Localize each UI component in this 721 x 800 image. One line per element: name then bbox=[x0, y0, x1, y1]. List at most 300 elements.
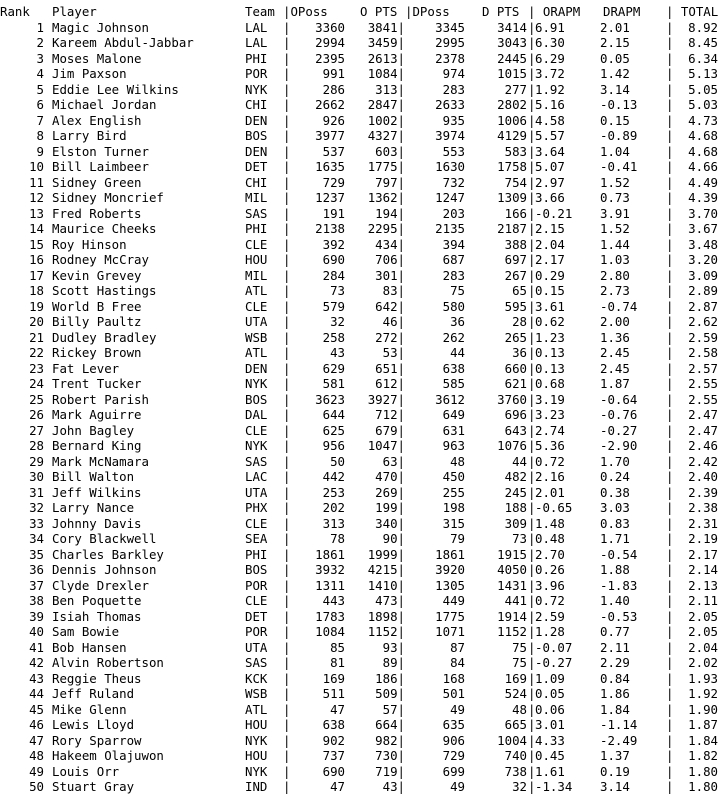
dposs-cell: 2995 bbox=[435, 35, 465, 50]
column-divider: | bbox=[666, 252, 674, 267]
player-cell: Louis Orr bbox=[52, 763, 120, 779]
dposs-cell: 638 bbox=[442, 360, 465, 376]
player-cell: Fred Roberts bbox=[52, 205, 142, 221]
dposs-cell: 631 bbox=[442, 422, 465, 438]
dpts-cell: 665 bbox=[504, 717, 527, 732]
header-drapm: DRAPM bbox=[603, 4, 641, 19]
drapm-cell: 1.03 bbox=[600, 252, 630, 267]
column-divider: | bbox=[283, 748, 291, 763]
opts-cell: 1002| bbox=[367, 112, 405, 128]
dposs-cell: 79 bbox=[450, 531, 465, 546]
rank-cell: 3 bbox=[36, 50, 44, 66]
team-cell: POR bbox=[245, 66, 268, 81]
dpts-cell: 660 bbox=[504, 360, 527, 376]
orapm-cell: 3.19 bbox=[535, 391, 565, 407]
drapm-cell: 1.40 bbox=[600, 593, 630, 608]
team-cell: PHX bbox=[245, 500, 268, 515]
column-divider: | bbox=[283, 298, 291, 314]
dpts-cell: 65 bbox=[512, 283, 527, 298]
dpts-cell: 1004 bbox=[497, 732, 527, 748]
dposs-cell: 87 bbox=[450, 639, 465, 655]
column-divider: | bbox=[283, 701, 291, 717]
column-divider: | bbox=[666, 701, 674, 717]
dpts-cell: 441 bbox=[504, 593, 527, 608]
drapm-cell: 1.84 bbox=[600, 701, 630, 717]
dpts-cell: 583 bbox=[504, 143, 527, 159]
orapm-cell: 5.16 bbox=[535, 97, 565, 112]
column-divider: | bbox=[528, 159, 536, 174]
oposs-cell: 81 bbox=[330, 655, 345, 670]
column-divider: | bbox=[666, 97, 674, 112]
orapm-cell: 0.72 bbox=[535, 593, 565, 608]
rank-cell: 50 bbox=[29, 779, 44, 794]
dpts-cell: 643 bbox=[504, 422, 527, 438]
dposs-cell: 553 bbox=[442, 143, 465, 159]
player-cell: Sam Bowie bbox=[52, 624, 120, 639]
total-cell: 4.73 bbox=[688, 112, 718, 128]
oposs-cell: 1311 bbox=[315, 577, 345, 593]
table-row bbox=[0, 686, 721, 702]
column-divider: | bbox=[666, 190, 674, 205]
table-row bbox=[0, 97, 721, 113]
orapm-cell: 3.96 bbox=[535, 577, 565, 593]
dposs-cell: 283 bbox=[442, 81, 465, 97]
dpts-cell: 740 bbox=[504, 748, 527, 763]
orapm-cell: 3.72 bbox=[535, 66, 565, 81]
column-divider: | bbox=[666, 546, 674, 562]
dposs-cell: 3974 bbox=[435, 128, 465, 143]
table-row bbox=[0, 221, 721, 237]
drapm-cell: 2.15 bbox=[600, 35, 630, 50]
column-divider: | bbox=[666, 763, 674, 779]
opts-cell: 679| bbox=[375, 422, 405, 438]
drapm-cell: -0.53 bbox=[600, 608, 638, 624]
column-divider: | bbox=[666, 298, 674, 314]
oposs-cell: 73 bbox=[330, 283, 345, 298]
oposs-cell: 78 bbox=[330, 531, 345, 546]
rank-cell: 45 bbox=[29, 701, 44, 717]
oposs-cell: 581 bbox=[322, 376, 345, 391]
player-cell: Eddie Lee Wilkins bbox=[52, 81, 179, 97]
drapm-cell: 0.84 bbox=[600, 670, 630, 686]
column-divider: | bbox=[283, 190, 291, 205]
player-cell: Dennis Johnson bbox=[52, 562, 157, 577]
oposs-cell: 286 bbox=[322, 81, 345, 97]
orapm-cell: 1.48 bbox=[535, 515, 565, 531]
oposs-cell: 690 bbox=[322, 252, 345, 267]
total-cell: 4.39 bbox=[688, 190, 718, 205]
dposs-cell: 394 bbox=[442, 236, 465, 252]
dpts-cell: 3414 bbox=[497, 19, 527, 35]
rank-cell: 44 bbox=[29, 686, 44, 701]
opts-cell: 3841| bbox=[367, 19, 405, 35]
rank-cell: 46 bbox=[29, 717, 44, 732]
player-cell: Rodney McCray bbox=[52, 252, 149, 267]
drapm-cell: 1.88 bbox=[600, 562, 630, 577]
column-divider: | bbox=[283, 50, 291, 66]
player-cell: Rickey Brown bbox=[52, 345, 142, 360]
column-divider: | bbox=[283, 422, 291, 438]
drapm-cell: 3.14 bbox=[600, 779, 630, 794]
table-row bbox=[0, 113, 721, 129]
table-row bbox=[0, 392, 721, 408]
dposs-cell: 262 bbox=[442, 329, 465, 345]
orapm-cell: 2.16 bbox=[535, 469, 565, 484]
drapm-cell: 1.37 bbox=[600, 748, 630, 763]
table-row bbox=[0, 128, 721, 144]
column-divider: | bbox=[666, 35, 674, 50]
orapm-cell: 0.05 bbox=[535, 686, 565, 701]
total-cell: 4.66 bbox=[688, 159, 718, 174]
opts-cell: 434| bbox=[375, 236, 405, 252]
team-cell: SEA bbox=[245, 531, 268, 546]
dpts-cell: 4050 bbox=[497, 562, 527, 577]
column-divider: | bbox=[283, 143, 291, 159]
rank-cell: 16 bbox=[29, 252, 44, 267]
dpts-cell: 482 bbox=[504, 469, 527, 484]
drapm-cell: 1.70 bbox=[600, 453, 630, 469]
orapm-cell: 0.72 bbox=[535, 453, 565, 469]
player-cell: Scott Hastings bbox=[52, 283, 157, 298]
dposs-cell: 49 bbox=[450, 701, 465, 717]
dposs-cell: 1071 bbox=[435, 624, 465, 639]
total-cell: 2.46 bbox=[688, 438, 718, 453]
orapm-cell: 2.04 bbox=[535, 236, 565, 252]
column-divider: | bbox=[528, 546, 536, 562]
team-cell: CLE bbox=[245, 422, 268, 438]
player-cell: Kareem Abdul-Jabbar bbox=[52, 35, 194, 50]
orapm-cell: -0.21 bbox=[535, 205, 573, 221]
dposs-cell: 501 bbox=[442, 686, 465, 701]
opts-cell: 1898| bbox=[367, 608, 405, 624]
team-cell: SAS bbox=[245, 655, 268, 670]
drapm-cell: 3.91 bbox=[600, 205, 630, 221]
dpts-cell: 1152 bbox=[497, 624, 527, 639]
oposs-cell: 737 bbox=[322, 748, 345, 763]
column-divider: | bbox=[666, 469, 674, 484]
player-cell: Michael Jordan bbox=[52, 97, 157, 112]
table-row bbox=[0, 237, 721, 253]
player-cell: World B Free bbox=[52, 298, 142, 314]
total-cell: 2.87 bbox=[688, 298, 718, 314]
oposs-cell: 1861 bbox=[315, 546, 345, 562]
column-divider: | bbox=[666, 236, 674, 252]
table-row bbox=[0, 593, 721, 609]
drapm-cell: -0.41 bbox=[600, 159, 638, 174]
column-divider: | bbox=[666, 639, 674, 655]
rank-cell: 2 bbox=[36, 35, 44, 50]
rank-cell: 14 bbox=[29, 221, 44, 236]
drapm-cell: -0.74 bbox=[600, 298, 638, 314]
orapm-cell: 1.23 bbox=[535, 329, 565, 345]
header-team: Team bbox=[245, 4, 275, 19]
rank-cell: 28 bbox=[29, 438, 44, 453]
header-player: Player bbox=[52, 4, 97, 19]
opts-cell: 43| bbox=[382, 779, 405, 794]
header-oposs: |OPoss bbox=[283, 4, 328, 19]
column-divider: | bbox=[283, 66, 291, 81]
column-divider: | bbox=[666, 577, 674, 593]
total-cell: 1.87 bbox=[688, 717, 718, 732]
column-divider: | bbox=[666, 624, 674, 639]
oposs-cell: 991 bbox=[322, 66, 345, 81]
column-divider: | bbox=[283, 577, 291, 593]
team-cell: NYK bbox=[245, 732, 268, 748]
oposs-cell: 625 bbox=[322, 422, 345, 438]
table-row bbox=[0, 547, 721, 563]
column-divider: | bbox=[528, 608, 536, 624]
drapm-cell: 2.45 bbox=[600, 360, 630, 376]
column-divider: | bbox=[283, 732, 291, 748]
total-cell: 2.02 bbox=[688, 655, 718, 670]
oposs-cell: 1783 bbox=[315, 608, 345, 624]
opts-cell: 186| bbox=[375, 670, 405, 686]
opts-cell: 473| bbox=[375, 593, 405, 608]
drapm-cell: 1.42 bbox=[600, 66, 630, 81]
team-cell: SAS bbox=[245, 453, 268, 469]
rank-cell: 13 bbox=[29, 205, 44, 221]
column-divider: | bbox=[528, 701, 536, 717]
orapm-cell: 2.17 bbox=[535, 252, 565, 267]
dpts-cell: 48 bbox=[512, 701, 527, 717]
team-cell: WSB bbox=[245, 686, 268, 701]
dpts-cell: 44 bbox=[512, 453, 527, 469]
drapm-cell: 1.86 bbox=[600, 686, 630, 701]
team-cell: BOS bbox=[245, 128, 268, 143]
drapm-cell: 3.14 bbox=[600, 81, 630, 97]
opts-cell: 730| bbox=[375, 748, 405, 763]
table-row bbox=[0, 748, 721, 764]
table-row bbox=[0, 330, 721, 346]
oposs-cell: 956 bbox=[322, 438, 345, 453]
dposs-cell: 3920 bbox=[435, 562, 465, 577]
dposs-cell: 283 bbox=[442, 267, 465, 283]
oposs-cell: 169 bbox=[322, 670, 345, 686]
opts-cell: 194| bbox=[375, 205, 405, 221]
table-row bbox=[0, 655, 721, 671]
rank-cell: 12 bbox=[29, 190, 44, 205]
rank-cell: 48 bbox=[29, 748, 44, 763]
rank-cell: 42 bbox=[29, 655, 44, 670]
player-cell: Stuart Gray bbox=[52, 779, 135, 794]
oposs-cell: 253 bbox=[322, 484, 345, 500]
opts-cell: 301| bbox=[375, 267, 405, 283]
column-divider: | bbox=[528, 391, 536, 407]
column-divider: | bbox=[666, 376, 674, 391]
table-row bbox=[0, 733, 721, 749]
oposs-cell: 313 bbox=[322, 515, 345, 531]
drapm-cell: 0.83 bbox=[600, 515, 630, 531]
column-divider: | bbox=[283, 624, 291, 639]
oposs-cell: 2395 bbox=[315, 50, 345, 66]
team-cell: IND bbox=[245, 779, 268, 794]
oposs-cell: 3360 bbox=[315, 19, 345, 35]
player-cell: Jeff Ruland bbox=[52, 686, 135, 701]
column-divider: | bbox=[528, 221, 536, 236]
player-cell: Hakeem Olajuwon bbox=[52, 748, 164, 763]
player-cell: Sidney Moncrief bbox=[52, 190, 164, 205]
column-divider: | bbox=[283, 639, 291, 655]
dpts-cell: 166 bbox=[504, 205, 527, 221]
table-row bbox=[0, 702, 721, 718]
team-cell: NYK bbox=[245, 81, 268, 97]
opts-cell: 1999| bbox=[367, 546, 405, 562]
orapm-cell: 6.29 bbox=[535, 50, 565, 66]
player-cell: Larry Bird bbox=[52, 128, 127, 143]
orapm-cell: 4.33 bbox=[535, 732, 565, 748]
oposs-cell: 690 bbox=[322, 763, 345, 779]
table-row bbox=[0, 314, 721, 330]
oposs-cell: 43 bbox=[330, 345, 345, 360]
orapm-cell: 0.13 bbox=[535, 360, 565, 376]
dposs-cell: 935 bbox=[442, 112, 465, 128]
table-row bbox=[0, 423, 721, 439]
team-cell: MIL bbox=[245, 190, 268, 205]
rank-cell: 20 bbox=[29, 314, 44, 329]
dpts-cell: 2802 bbox=[497, 97, 527, 112]
dpts-cell: 524 bbox=[504, 686, 527, 701]
oposs-cell: 3977 bbox=[315, 128, 345, 143]
rank-cell: 24 bbox=[29, 376, 44, 391]
table-row bbox=[0, 500, 721, 516]
table-row bbox=[0, 779, 721, 795]
dposs-cell: 1775 bbox=[435, 608, 465, 624]
opts-cell: 719| bbox=[375, 763, 405, 779]
dpts-cell: 1309 bbox=[497, 190, 527, 205]
column-divider: | bbox=[666, 531, 674, 546]
player-cell: Mark McNamara bbox=[52, 453, 149, 469]
orapm-cell: 0.26 bbox=[535, 562, 565, 577]
dpts-cell: 621 bbox=[504, 376, 527, 391]
oposs-cell: 579 bbox=[322, 298, 345, 314]
dposs-cell: 1630 bbox=[435, 159, 465, 174]
opts-cell: 509| bbox=[375, 686, 405, 701]
column-divider: | bbox=[666, 748, 674, 763]
team-cell: WSB bbox=[245, 329, 268, 345]
opts-cell: 4327| bbox=[367, 128, 405, 143]
drapm-cell: -2.90 bbox=[600, 438, 638, 453]
drapm-cell: -0.54 bbox=[600, 546, 638, 562]
opts-cell: 269| bbox=[375, 484, 405, 500]
rank-cell: 29 bbox=[29, 453, 44, 469]
column-divider: | bbox=[666, 112, 674, 128]
column-divider: | bbox=[528, 686, 536, 701]
column-divider: | bbox=[666, 360, 674, 376]
column-divider: | bbox=[283, 763, 291, 779]
column-divider: | bbox=[666, 500, 674, 515]
drapm-cell: 1.52 bbox=[600, 221, 630, 236]
drapm-cell: -1.83 bbox=[600, 577, 638, 593]
dposs-cell: 44 bbox=[450, 345, 465, 360]
dposs-cell: 635 bbox=[442, 717, 465, 732]
total-cell: 4.68 bbox=[688, 128, 718, 143]
column-divider: | bbox=[283, 174, 291, 190]
dposs-cell: 1247 bbox=[435, 190, 465, 205]
dposs-cell: 974 bbox=[442, 66, 465, 81]
player-cell: Kevin Grevey bbox=[52, 267, 142, 283]
orapm-cell: 4.58 bbox=[535, 112, 565, 128]
player-cell: Dudley Bradley bbox=[52, 329, 157, 345]
column-divider: | bbox=[666, 143, 674, 159]
player-cell: Robert Parish bbox=[52, 391, 149, 407]
table-row bbox=[0, 159, 721, 175]
opts-cell: 53| bbox=[382, 345, 405, 360]
opts-cell: 83| bbox=[382, 283, 405, 298]
total-cell: 3.67 bbox=[688, 221, 718, 236]
column-divider: | bbox=[283, 376, 291, 391]
opts-cell: 706| bbox=[375, 252, 405, 267]
dpts-cell: 2187 bbox=[497, 221, 527, 236]
column-divider: | bbox=[528, 19, 536, 35]
rank-cell: 23 bbox=[29, 360, 44, 376]
player-cell: Jim Paxson bbox=[52, 66, 127, 81]
opts-cell: 651| bbox=[375, 360, 405, 376]
column-divider: | bbox=[283, 546, 291, 562]
table-row bbox=[0, 299, 721, 315]
dposs-cell: 2135 bbox=[435, 221, 465, 236]
column-divider: | bbox=[528, 252, 536, 267]
opts-cell: 313| bbox=[375, 81, 405, 97]
drapm-cell: 0.05 bbox=[600, 50, 630, 66]
orapm-cell: 1.61 bbox=[535, 763, 565, 779]
drapm-cell: 0.24 bbox=[600, 469, 630, 484]
drapm-cell: 1.87 bbox=[600, 376, 630, 391]
dpts-cell: 188 bbox=[504, 500, 527, 515]
column-divider: | bbox=[283, 360, 291, 376]
rank-cell: 22 bbox=[29, 345, 44, 360]
column-divider: | bbox=[528, 639, 536, 655]
rank-cell: 40 bbox=[29, 624, 44, 639]
oposs-cell: 284 bbox=[322, 267, 345, 283]
column-divider: | bbox=[528, 531, 536, 546]
dpts-cell: 3043 bbox=[497, 35, 527, 50]
table-row bbox=[0, 361, 721, 377]
orapm-cell: 0.68 bbox=[535, 376, 565, 391]
rank-cell: 36 bbox=[29, 562, 44, 577]
oposs-cell: 3623 bbox=[315, 391, 345, 407]
opts-cell: 1362| bbox=[367, 190, 405, 205]
column-divider: | bbox=[283, 515, 291, 531]
orapm-cell: 2.74 bbox=[535, 422, 565, 438]
team-cell: NYK bbox=[245, 438, 268, 453]
opts-cell: 90| bbox=[382, 531, 405, 546]
dposs-cell: 906 bbox=[442, 732, 465, 748]
player-cell: Bernard King bbox=[52, 438, 142, 453]
dposs-cell: 449 bbox=[442, 593, 465, 608]
dpts-cell: 28 bbox=[512, 314, 527, 329]
opts-cell: 3459| bbox=[367, 35, 405, 50]
dposs-cell: 48 bbox=[450, 453, 465, 469]
column-divider: | bbox=[666, 19, 674, 35]
column-divider: | bbox=[283, 407, 291, 422]
orapm-cell: -1.34 bbox=[535, 779, 573, 794]
dposs-cell: 2378 bbox=[435, 50, 465, 66]
dpts-cell: 32 bbox=[512, 779, 527, 794]
table-row bbox=[0, 35, 721, 51]
table-row bbox=[0, 764, 721, 780]
table-row bbox=[0, 376, 721, 392]
orapm-cell: 1.28 bbox=[535, 624, 565, 639]
dposs-cell: 1861 bbox=[435, 546, 465, 562]
team-cell: BOS bbox=[245, 391, 268, 407]
rank-cell: 8 bbox=[36, 128, 44, 143]
dposs-cell: 2633 bbox=[435, 97, 465, 112]
team-cell: HOU bbox=[245, 252, 268, 267]
team-cell: CHI bbox=[245, 174, 268, 190]
player-cell: Magic Johnson bbox=[52, 19, 149, 35]
rank-cell: 7 bbox=[36, 112, 44, 128]
player-cell: Elston Turner bbox=[52, 143, 149, 159]
